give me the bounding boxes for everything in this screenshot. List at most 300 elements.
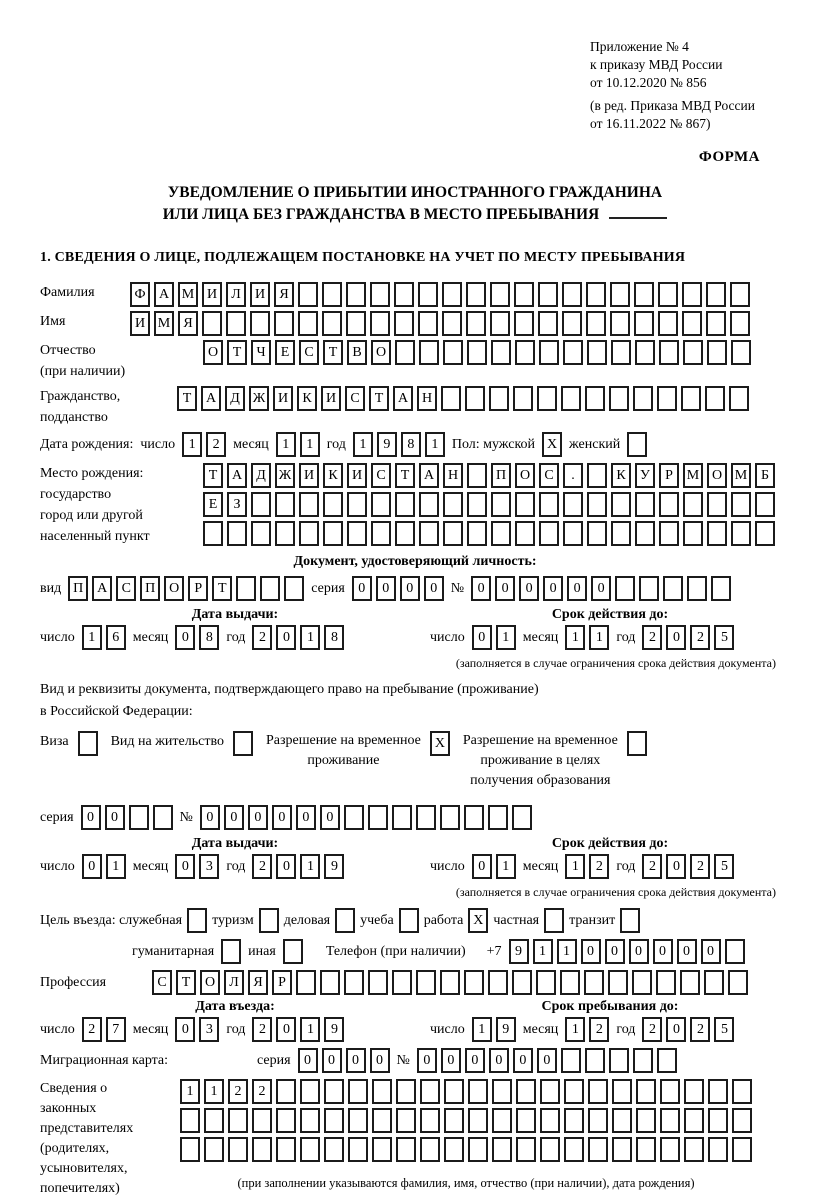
char-cell[interactable] [78, 731, 98, 756]
char-cell[interactable] [466, 282, 486, 307]
char-cell[interactable] [708, 1137, 728, 1162]
char-cell[interactable] [324, 1137, 344, 1162]
char-cell[interactable] [635, 521, 655, 546]
char-cell[interactable]: 2 [252, 1079, 272, 1104]
char-cell[interactable] [442, 311, 462, 336]
char-cell[interactable]: 0 [465, 1048, 485, 1073]
char-cell[interactable]: 1 [204, 1079, 224, 1104]
char-cell[interactable]: Л [224, 970, 244, 995]
char-cell[interactable] [204, 1137, 224, 1162]
char-cell[interactable] [284, 576, 304, 601]
char-cell[interactable]: 1 [82, 625, 102, 650]
char-cell[interactable] [636, 1108, 656, 1133]
char-cell[interactable]: 0 [370, 1048, 390, 1073]
char-cell[interactable]: 0 [276, 625, 296, 650]
char-cell[interactable] [443, 521, 463, 546]
char-cell[interactable]: 0 [495, 576, 515, 601]
char-cell[interactable] [705, 386, 725, 411]
char-cell[interactable]: 2 [589, 1017, 609, 1042]
char-cell[interactable]: 0 [472, 625, 492, 650]
char-cell[interactable] [731, 521, 751, 546]
char-cell[interactable] [587, 340, 607, 365]
char-cell[interactable] [420, 1079, 440, 1104]
char-cell[interactable] [732, 1079, 752, 1104]
char-cell[interactable]: Т [203, 463, 223, 488]
char-cell[interactable]: М [683, 463, 703, 488]
char-cell[interactable]: 1 [353, 432, 373, 457]
char-cell[interactable] [704, 970, 724, 995]
char-cell[interactable] [563, 340, 583, 365]
char-cell[interactable] [633, 1048, 653, 1073]
char-cell[interactable] [728, 970, 748, 995]
char-cell[interactable]: 1 [300, 625, 320, 650]
char-cell[interactable] [490, 282, 510, 307]
char-cell[interactable]: 5 [714, 1017, 734, 1042]
char-cell[interactable]: 0 [567, 576, 587, 601]
char-cell[interactable]: 2 [206, 432, 226, 457]
char-cell[interactable] [322, 311, 342, 336]
char-cell[interactable]: Т [212, 576, 232, 601]
char-cell[interactable]: 2 [690, 854, 710, 879]
char-cell[interactable] [538, 282, 558, 307]
char-cell[interactable]: Я [248, 970, 268, 995]
char-cell[interactable]: Т [395, 463, 415, 488]
char-cell[interactable] [443, 492, 463, 517]
char-cell[interactable]: П [491, 463, 511, 488]
char-cell[interactable]: 9 [377, 432, 397, 457]
char-cell[interactable]: 1 [425, 432, 445, 457]
char-cell[interactable]: И [273, 386, 293, 411]
char-cell[interactable]: 7 [106, 1017, 126, 1042]
char-cell[interactable] [564, 1079, 584, 1104]
char-cell[interactable] [514, 311, 534, 336]
char-cell[interactable] [588, 1108, 608, 1133]
char-cell[interactable] [627, 432, 647, 457]
char-cell[interactable] [656, 970, 676, 995]
char-cell[interactable] [346, 311, 366, 336]
char-cell[interactable] [660, 1079, 680, 1104]
char-cell[interactable] [683, 492, 703, 517]
char-cell[interactable]: О [371, 340, 391, 365]
char-cell[interactable] [561, 1048, 581, 1073]
char-cell[interactable]: А [393, 386, 413, 411]
char-cell[interactable]: З [227, 492, 247, 517]
char-cell[interactable] [562, 311, 582, 336]
char-cell[interactable] [347, 492, 367, 517]
char-cell[interactable] [372, 1079, 392, 1104]
char-cell[interactable] [323, 492, 343, 517]
char-cell[interactable] [344, 970, 364, 995]
char-cell[interactable]: 0 [175, 854, 195, 879]
char-cell[interactable]: Д [251, 463, 271, 488]
char-cell[interactable] [659, 492, 679, 517]
char-cell[interactable]: 0 [248, 805, 268, 830]
char-cell[interactable] [658, 282, 678, 307]
char-cell[interactable]: 0 [581, 939, 601, 964]
char-cell[interactable] [539, 340, 559, 365]
char-cell[interactable]: П [140, 576, 160, 601]
char-cell[interactable]: А [419, 463, 439, 488]
char-cell[interactable]: 2 [252, 625, 272, 650]
char-cell[interactable] [466, 311, 486, 336]
char-cell[interactable]: 0 [376, 576, 396, 601]
char-cell[interactable]: Н [417, 386, 437, 411]
char-cell[interactable] [441, 386, 461, 411]
char-cell[interactable] [347, 521, 367, 546]
char-cell[interactable] [632, 970, 652, 995]
char-cell[interactable] [731, 340, 751, 365]
char-cell[interactable]: 0 [441, 1048, 461, 1073]
char-cell[interactable] [468, 1108, 488, 1133]
char-cell[interactable]: Ч [251, 340, 271, 365]
char-cell[interactable] [563, 492, 583, 517]
char-cell[interactable]: 2 [228, 1079, 248, 1104]
char-cell[interactable] [251, 492, 271, 517]
char-cell[interactable]: 1 [300, 1017, 320, 1042]
char-cell[interactable] [538, 311, 558, 336]
char-cell[interactable] [492, 1108, 512, 1133]
char-cell[interactable] [706, 282, 726, 307]
char-cell[interactable] [615, 576, 635, 601]
char-cell[interactable] [372, 1108, 392, 1133]
char-cell[interactable] [416, 970, 436, 995]
char-cell[interactable] [226, 311, 246, 336]
char-cell[interactable]: 8 [324, 625, 344, 650]
char-cell[interactable] [227, 521, 247, 546]
char-cell[interactable]: 9 [509, 939, 529, 964]
char-cell[interactable]: О [203, 340, 223, 365]
char-cell[interactable] [585, 1048, 605, 1073]
char-cell[interactable]: 2 [642, 625, 662, 650]
char-cell[interactable]: Д [225, 386, 245, 411]
char-cell[interactable] [687, 576, 707, 601]
char-cell[interactable]: 9 [324, 1017, 344, 1042]
char-cell[interactable]: Е [203, 492, 223, 517]
char-cell[interactable] [444, 1108, 464, 1133]
char-cell[interactable] [512, 805, 532, 830]
char-cell[interactable] [368, 970, 388, 995]
char-cell[interactable] [416, 805, 436, 830]
char-cell[interactable] [537, 386, 557, 411]
char-cell[interactable] [684, 1108, 704, 1133]
char-cell[interactable]: 0 [298, 1048, 318, 1073]
char-cell[interactable]: О [164, 576, 184, 601]
char-cell[interactable]: Т [176, 970, 196, 995]
char-cell[interactable]: 8 [401, 432, 421, 457]
char-cell[interactable] [370, 311, 390, 336]
char-cell[interactable]: Б [755, 463, 775, 488]
char-cell[interactable] [370, 282, 390, 307]
char-cell[interactable] [515, 521, 535, 546]
char-cell[interactable] [609, 386, 629, 411]
char-cell[interactable] [587, 463, 607, 488]
char-cell[interactable] [153, 805, 173, 830]
char-cell[interactable] [346, 282, 366, 307]
char-cell[interactable] [419, 492, 439, 517]
char-cell[interactable]: 0 [296, 805, 316, 830]
char-cell[interactable]: 3 [199, 1017, 219, 1042]
char-cell[interactable] [544, 908, 564, 933]
char-cell[interactable] [276, 1108, 296, 1133]
char-cell[interactable]: 8 [199, 625, 219, 650]
char-cell[interactable] [395, 340, 415, 365]
char-cell[interactable] [322, 282, 342, 307]
char-cell[interactable]: И [250, 282, 270, 307]
char-cell[interactable] [372, 1137, 392, 1162]
char-cell[interactable]: Р [188, 576, 208, 601]
char-cell[interactable] [392, 970, 412, 995]
char-cell[interactable] [275, 492, 295, 517]
char-cell[interactable] [440, 805, 460, 830]
char-cell[interactable]: 0 [276, 1017, 296, 1042]
char-cell[interactable]: 0 [417, 1048, 437, 1073]
char-cell[interactable]: И [347, 463, 367, 488]
char-cell[interactable] [659, 340, 679, 365]
char-cell[interactable] [539, 521, 559, 546]
char-cell[interactable] [395, 492, 415, 517]
char-cell[interactable]: 0 [322, 1048, 342, 1073]
char-cell[interactable]: 0 [272, 805, 292, 830]
char-cell[interactable] [584, 970, 604, 995]
char-cell[interactable]: О [515, 463, 535, 488]
char-cell[interactable] [515, 492, 535, 517]
char-cell[interactable]: 0 [666, 854, 686, 879]
char-cell[interactable] [635, 340, 655, 365]
char-cell[interactable]: 1 [496, 854, 516, 879]
char-cell[interactable]: О [200, 970, 220, 995]
char-cell[interactable] [586, 282, 606, 307]
char-cell[interactable] [540, 1137, 560, 1162]
char-cell[interactable] [344, 805, 364, 830]
char-cell[interactable]: 1 [565, 625, 585, 650]
char-cell[interactable] [371, 521, 391, 546]
char-cell[interactable] [468, 1079, 488, 1104]
char-cell[interactable] [564, 1108, 584, 1133]
char-cell[interactable] [420, 1108, 440, 1133]
char-cell[interactable]: 0 [653, 939, 673, 964]
char-cell[interactable] [276, 1079, 296, 1104]
char-cell[interactable] [491, 521, 511, 546]
char-cell[interactable] [418, 311, 438, 336]
char-cell[interactable] [368, 805, 388, 830]
char-cell[interactable]: 0 [81, 805, 101, 830]
char-cell[interactable] [612, 1079, 632, 1104]
char-cell[interactable] [620, 908, 640, 933]
char-cell[interactable]: 0 [276, 854, 296, 879]
char-cell[interactable] [585, 386, 605, 411]
char-cell[interactable]: 9 [496, 1017, 516, 1042]
char-cell[interactable] [283, 939, 303, 964]
char-cell[interactable] [539, 492, 559, 517]
char-cell[interactable] [660, 1137, 680, 1162]
char-cell[interactable]: Л [226, 282, 246, 307]
char-cell[interactable] [180, 1108, 200, 1133]
char-cell[interactable] [233, 731, 253, 756]
char-cell[interactable] [657, 386, 677, 411]
char-cell[interactable] [275, 521, 295, 546]
char-cell[interactable] [634, 311, 654, 336]
char-cell[interactable]: 0 [471, 576, 491, 601]
char-cell[interactable] [419, 521, 439, 546]
char-cell[interactable]: 0 [224, 805, 244, 830]
char-cell[interactable] [707, 340, 727, 365]
char-cell[interactable] [251, 521, 271, 546]
char-cell[interactable] [296, 970, 316, 995]
char-cell[interactable] [467, 521, 487, 546]
char-cell[interactable] [639, 576, 659, 601]
char-cell[interactable] [204, 1108, 224, 1133]
char-cell[interactable] [588, 1079, 608, 1104]
char-cell[interactable] [348, 1108, 368, 1133]
char-cell[interactable] [203, 521, 223, 546]
char-cell[interactable]: 5 [714, 625, 734, 650]
char-cell[interactable] [488, 805, 508, 830]
char-cell[interactable] [514, 282, 534, 307]
char-cell[interactable] [444, 1079, 464, 1104]
char-cell[interactable] [348, 1137, 368, 1162]
char-cell[interactable] [588, 1137, 608, 1162]
char-cell[interactable] [587, 521, 607, 546]
char-cell[interactable] [755, 521, 775, 546]
char-cell[interactable] [464, 805, 484, 830]
char-cell[interactable] [236, 576, 256, 601]
char-cell[interactable]: 2 [690, 1017, 710, 1042]
char-cell[interactable] [187, 908, 207, 933]
char-cell[interactable] [684, 1137, 704, 1162]
char-cell[interactable] [440, 970, 460, 995]
char-cell[interactable]: Т [177, 386, 197, 411]
char-cell[interactable]: 1 [300, 854, 320, 879]
char-cell[interactable] [683, 340, 703, 365]
char-cell[interactable] [681, 386, 701, 411]
char-cell[interactable]: 0 [543, 576, 563, 601]
char-cell[interactable] [299, 492, 319, 517]
char-cell[interactable] [221, 939, 241, 964]
char-cell[interactable] [250, 311, 270, 336]
char-cell[interactable]: 0 [701, 939, 721, 964]
char-cell[interactable] [348, 1079, 368, 1104]
char-cell[interactable] [228, 1108, 248, 1133]
char-cell[interactable]: 1 [300, 432, 320, 457]
char-cell[interactable]: 1 [557, 939, 577, 964]
char-cell[interactable]: И [299, 463, 319, 488]
char-cell[interactable] [491, 340, 511, 365]
char-cell[interactable] [396, 1108, 416, 1133]
char-cell[interactable]: А [92, 576, 112, 601]
char-cell[interactable] [299, 521, 319, 546]
char-cell[interactable] [730, 282, 750, 307]
char-cell[interactable] [708, 1108, 728, 1133]
char-cell[interactable] [540, 1079, 560, 1104]
char-cell[interactable] [418, 282, 438, 307]
char-cell[interactable] [335, 908, 355, 933]
char-cell[interactable]: С [371, 463, 391, 488]
char-cell[interactable] [660, 1108, 680, 1133]
char-cell[interactable]: 3 [199, 854, 219, 879]
char-cell[interactable] [708, 1079, 728, 1104]
char-cell[interactable]: 0 [175, 1017, 195, 1042]
char-cell[interactable]: 1 [276, 432, 296, 457]
char-cell[interactable] [707, 521, 727, 546]
char-cell[interactable]: Т [323, 340, 343, 365]
char-cell[interactable] [323, 521, 343, 546]
char-cell[interactable]: С [116, 576, 136, 601]
char-cell[interactable] [731, 492, 751, 517]
char-cell[interactable]: И [130, 311, 150, 336]
char-cell[interactable] [611, 521, 631, 546]
char-cell[interactable]: 0 [200, 805, 220, 830]
char-cell[interactable]: 0 [629, 939, 649, 964]
char-cell[interactable]: X [468, 908, 488, 933]
char-cell[interactable] [729, 386, 749, 411]
char-cell[interactable] [633, 386, 653, 411]
char-cell[interactable]: 0 [105, 805, 125, 830]
char-cell[interactable]: Е [275, 340, 295, 365]
char-cell[interactable]: 1 [180, 1079, 200, 1104]
char-cell[interactable] [540, 1108, 560, 1133]
char-cell[interactable] [491, 492, 511, 517]
char-cell[interactable] [516, 1079, 536, 1104]
char-cell[interactable] [611, 492, 631, 517]
char-cell[interactable] [228, 1137, 248, 1162]
char-cell[interactable] [564, 1137, 584, 1162]
char-cell[interactable] [658, 311, 678, 336]
char-cell[interactable] [202, 311, 222, 336]
char-cell[interactable] [513, 386, 533, 411]
char-cell[interactable]: С [299, 340, 319, 365]
char-cell[interactable] [663, 576, 683, 601]
char-cell[interactable] [586, 311, 606, 336]
char-cell[interactable] [464, 970, 484, 995]
char-cell[interactable] [515, 340, 535, 365]
char-cell[interactable] [707, 492, 727, 517]
char-cell[interactable] [396, 1079, 416, 1104]
char-cell[interactable]: М [154, 311, 174, 336]
char-cell[interactable] [682, 282, 702, 307]
char-cell[interactable]: К [323, 463, 343, 488]
char-cell[interactable] [512, 970, 532, 995]
char-cell[interactable] [711, 576, 731, 601]
char-cell[interactable] [561, 386, 581, 411]
char-cell[interactable] [725, 939, 745, 964]
char-cell[interactable] [516, 1108, 536, 1133]
char-cell[interactable]: 0 [400, 576, 420, 601]
char-cell[interactable] [468, 1137, 488, 1162]
char-cell[interactable] [298, 282, 318, 307]
char-cell[interactable]: 1 [565, 854, 585, 879]
char-cell[interactable]: 0 [352, 576, 372, 601]
char-cell[interactable] [324, 1108, 344, 1133]
char-cell[interactable]: 1 [182, 432, 202, 457]
char-cell[interactable] [683, 521, 703, 546]
char-cell[interactable] [684, 1079, 704, 1104]
char-cell[interactable] [516, 1137, 536, 1162]
char-cell[interactable] [442, 282, 462, 307]
char-cell[interactable]: Н [443, 463, 463, 488]
char-cell[interactable]: 2 [642, 854, 662, 879]
char-cell[interactable] [467, 340, 487, 365]
char-cell[interactable]: Т [227, 340, 247, 365]
char-cell[interactable]: У [635, 463, 655, 488]
char-cell[interactable] [371, 492, 391, 517]
char-cell[interactable] [395, 521, 415, 546]
char-cell[interactable]: Я [274, 282, 294, 307]
char-cell[interactable] [635, 492, 655, 517]
char-cell[interactable]: Т [369, 386, 389, 411]
char-cell[interactable]: А [201, 386, 221, 411]
char-cell[interactable] [399, 908, 419, 933]
char-cell[interactable] [636, 1137, 656, 1162]
